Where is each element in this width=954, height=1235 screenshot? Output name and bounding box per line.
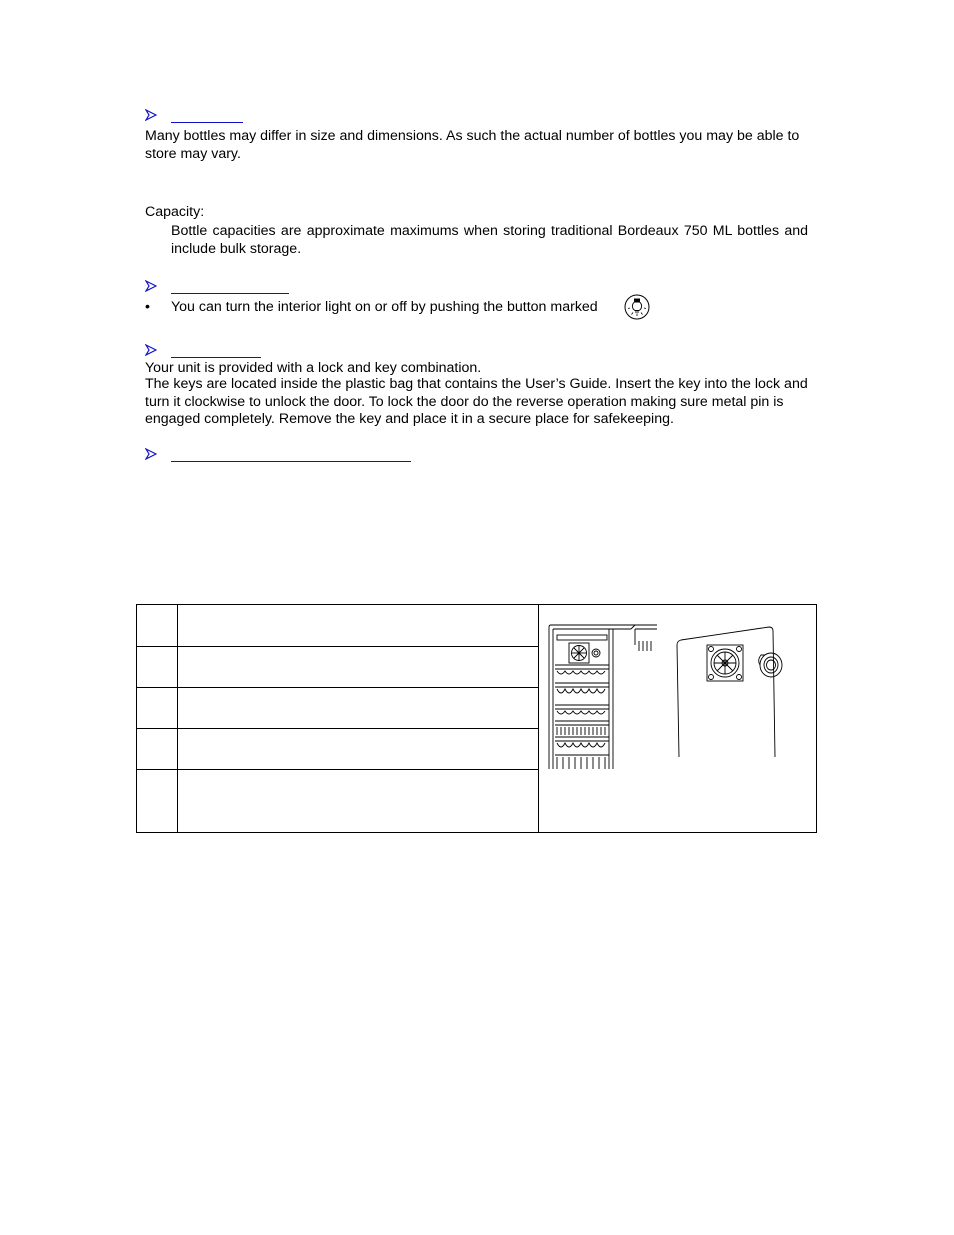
heading-link-underline[interactable] <box>171 293 289 294</box>
table-cell <box>137 605 178 647</box>
lock-instructions-text: The keys are located inside the plastic bag that contains the User’s Guide. Insert the key into the lock and turn it clockwise to unlock the door. To lock the door do the reverse operation making sure metal pin is engaged completely. Remove the key and place it in a secure place for safekeeping. <box>145 376 808 427</box>
heading-link-underline[interactable] <box>171 461 411 462</box>
unit-illustration-cell <box>539 605 817 833</box>
bullet: • <box>145 299 150 315</box>
table-cell <box>178 729 539 770</box>
table-cell <box>178 770 539 833</box>
table-cell <box>178 688 539 729</box>
arrow-right-icon <box>145 280 157 292</box>
arrow-right-icon <box>145 109 157 121</box>
lock-intro-text: Your unit is provided with a lock and key combination. <box>145 360 482 376</box>
table-cell <box>137 647 178 688</box>
table-cell <box>178 605 539 647</box>
cabinet-front-drawing <box>549 625 657 769</box>
fan-panel-detail-drawing <box>677 627 782 757</box>
heading-link-underline[interactable] <box>171 122 243 123</box>
light-bulb-icon <box>624 294 650 320</box>
wine-cooler-illustration <box>539 605 815 775</box>
light-instruction-text: You can turn the interior light on or off by pushing the button marked <box>171 299 598 315</box>
arrow-right-icon <box>145 344 157 356</box>
capacity-text: Bottle capacities are approximate maximums when storing traditional Bordeaux 750 ML bottles and include bulk storage. <box>171 223 808 257</box>
capacity-label: Capacity: <box>145 204 205 220</box>
table-cell <box>137 729 178 770</box>
table-cell <box>137 770 178 833</box>
heading-link-underline[interactable] <box>171 357 261 358</box>
bottles-note-text: Many bottles may differ in size and dimensions. As such the actual number of bottles you may be able to store may vary. <box>145 128 800 162</box>
table-cell <box>178 647 539 688</box>
table-row <box>137 605 817 647</box>
table-cell <box>137 688 178 729</box>
parts-table <box>136 604 817 833</box>
arrow-right-icon <box>145 448 157 460</box>
